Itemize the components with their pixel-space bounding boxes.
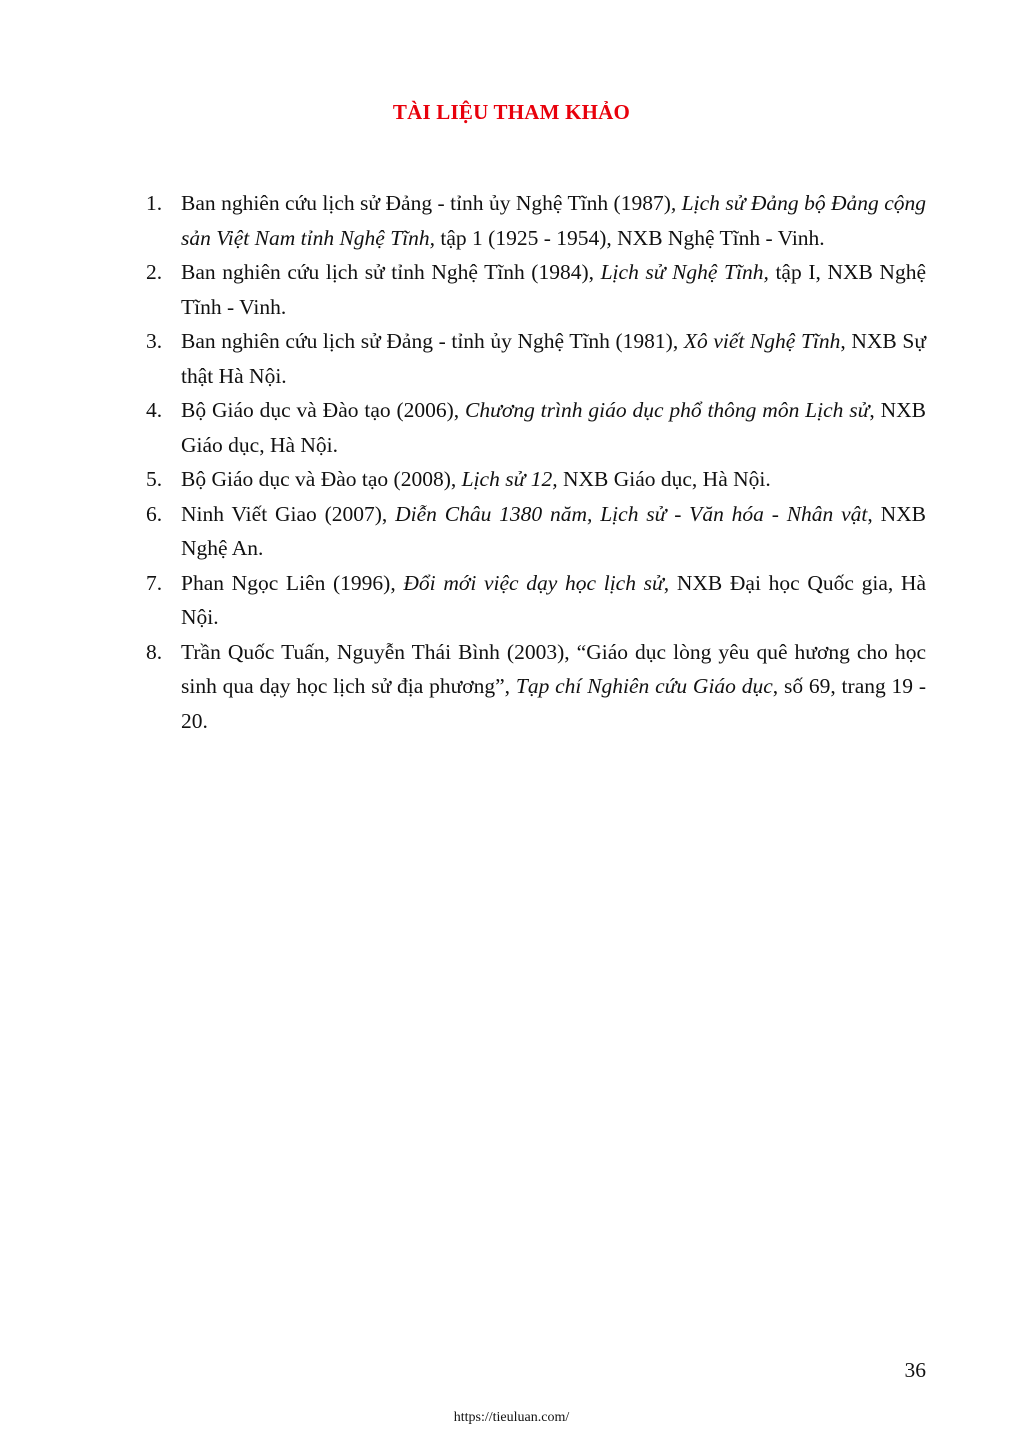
- reference-author: Bộ Giáo dục và Đào tạo (2006),: [181, 398, 466, 422]
- reference-publisher: , số 69, trang 19 - 20.: [181, 674, 926, 733]
- reference-author: Trần Quốc Tuấn, Nguyễn Thái Bình (2003), “Giáo dục lòng yêu quê hương cho học sinh qua dạy học lịch sử địa phương”,: [181, 639, 926, 698]
- reference-author: Ninh Viết Giao (2007),: [181, 501, 396, 526]
- reference-title: Lịch sử 12,: [461, 467, 558, 491]
- reference-publisher: , NXB Sự thật Hà Nội.: [181, 329, 926, 388]
- reference-publisher: tập I, NXB Nghệ Tĩnh - Vinh.: [181, 260, 926, 319]
- reference-number: 2.: [146, 260, 163, 284]
- reference-number: 6.: [146, 501, 163, 526]
- reference-item: [140, 462, 926, 497]
- reference-text: [181, 186, 926, 255]
- reference-text: [181, 566, 926, 635]
- reference-number: 8.: [146, 639, 163, 664]
- reference-author: Ban nghiên cứu lịch sử Đảng - tỉnh ủy Nghệ Tĩnh (1987): [181, 191, 671, 215]
- reference-item: [140, 393, 926, 462]
- reference-title: Chương trình giáo dục phổ thông môn Lịch sử: [465, 398, 870, 422]
- reference-number: 5.: [146, 467, 163, 491]
- reference-author: Phan Ngọc Liên (1996),: [181, 570, 404, 595]
- reference-text: [181, 393, 926, 462]
- reference-list: [140, 186, 926, 738]
- reference-number: 1.: [146, 191, 163, 215]
- reference-item: [140, 186, 926, 255]
- reference-text: [181, 324, 926, 393]
- reference-number: 4.: [146, 398, 163, 422]
- reference-publisher: tập 1 (1925 - 1954), NXB Nghệ Tĩnh - Vinh.: [435, 225, 825, 250]
- reference-author: Ban nghiên cứu lịch sử tỉnh Nghệ Tĩnh (1984),: [181, 260, 601, 284]
- reference-number: 7.: [146, 570, 163, 595]
- reference-item: [140, 635, 926, 739]
- reference-publisher: , NXB Nghệ An.: [181, 501, 926, 560]
- reference-item: [140, 324, 926, 393]
- reference-text: [181, 462, 926, 497]
- reference-text: [181, 497, 926, 566]
- reference-publisher: , NXB Đại học Quốc gia, Hà Nội.: [181, 570, 927, 629]
- reference-number: 3.: [146, 329, 163, 353]
- reference-title: Đổi mới việc dạy học lịch sử: [403, 570, 664, 595]
- reference-publisher: , NXB Giáo dục, Hà Nội.: [181, 398, 926, 457]
- reference-item: [140, 566, 926, 635]
- reference-title: , Lịch sử Đảng bộ Đảng cộng sản Việt Nam tỉnh Nghệ Tĩnh,: [181, 191, 926, 250]
- reference-publisher: NXB Giáo dục, Hà Nội.: [557, 467, 771, 491]
- reference-text: [181, 635, 926, 739]
- reference-title: Tạp chí Nghiên cứu Giáo dục: [515, 674, 773, 698]
- reference-item: [140, 255, 926, 324]
- page-title: TÀI LIỆU THAM KHẢO: [392, 100, 631, 124]
- reference-title: Lịch sử Nghệ Tĩnh,: [600, 260, 769, 284]
- reference-title: Xô viết Nghệ Tĩnh: [683, 329, 841, 353]
- reference-text: [181, 255, 926, 324]
- footer-url: https://tieuluan.com/: [453, 1410, 570, 1425]
- reference-author: Ban nghiên cứu lịch sử Đảng - tỉnh ủy Nghệ Tĩnh (1981),: [181, 329, 684, 353]
- reference-title: Diễn Châu 1380 năm, Lịch sử - Văn hóa - Nhân vật: [395, 501, 868, 526]
- reference-item: [140, 497, 926, 566]
- reference-author: Bộ Giáo dục và Đào tạo (2008),: [181, 467, 462, 491]
- page-number: 36: [904, 1358, 926, 1382]
